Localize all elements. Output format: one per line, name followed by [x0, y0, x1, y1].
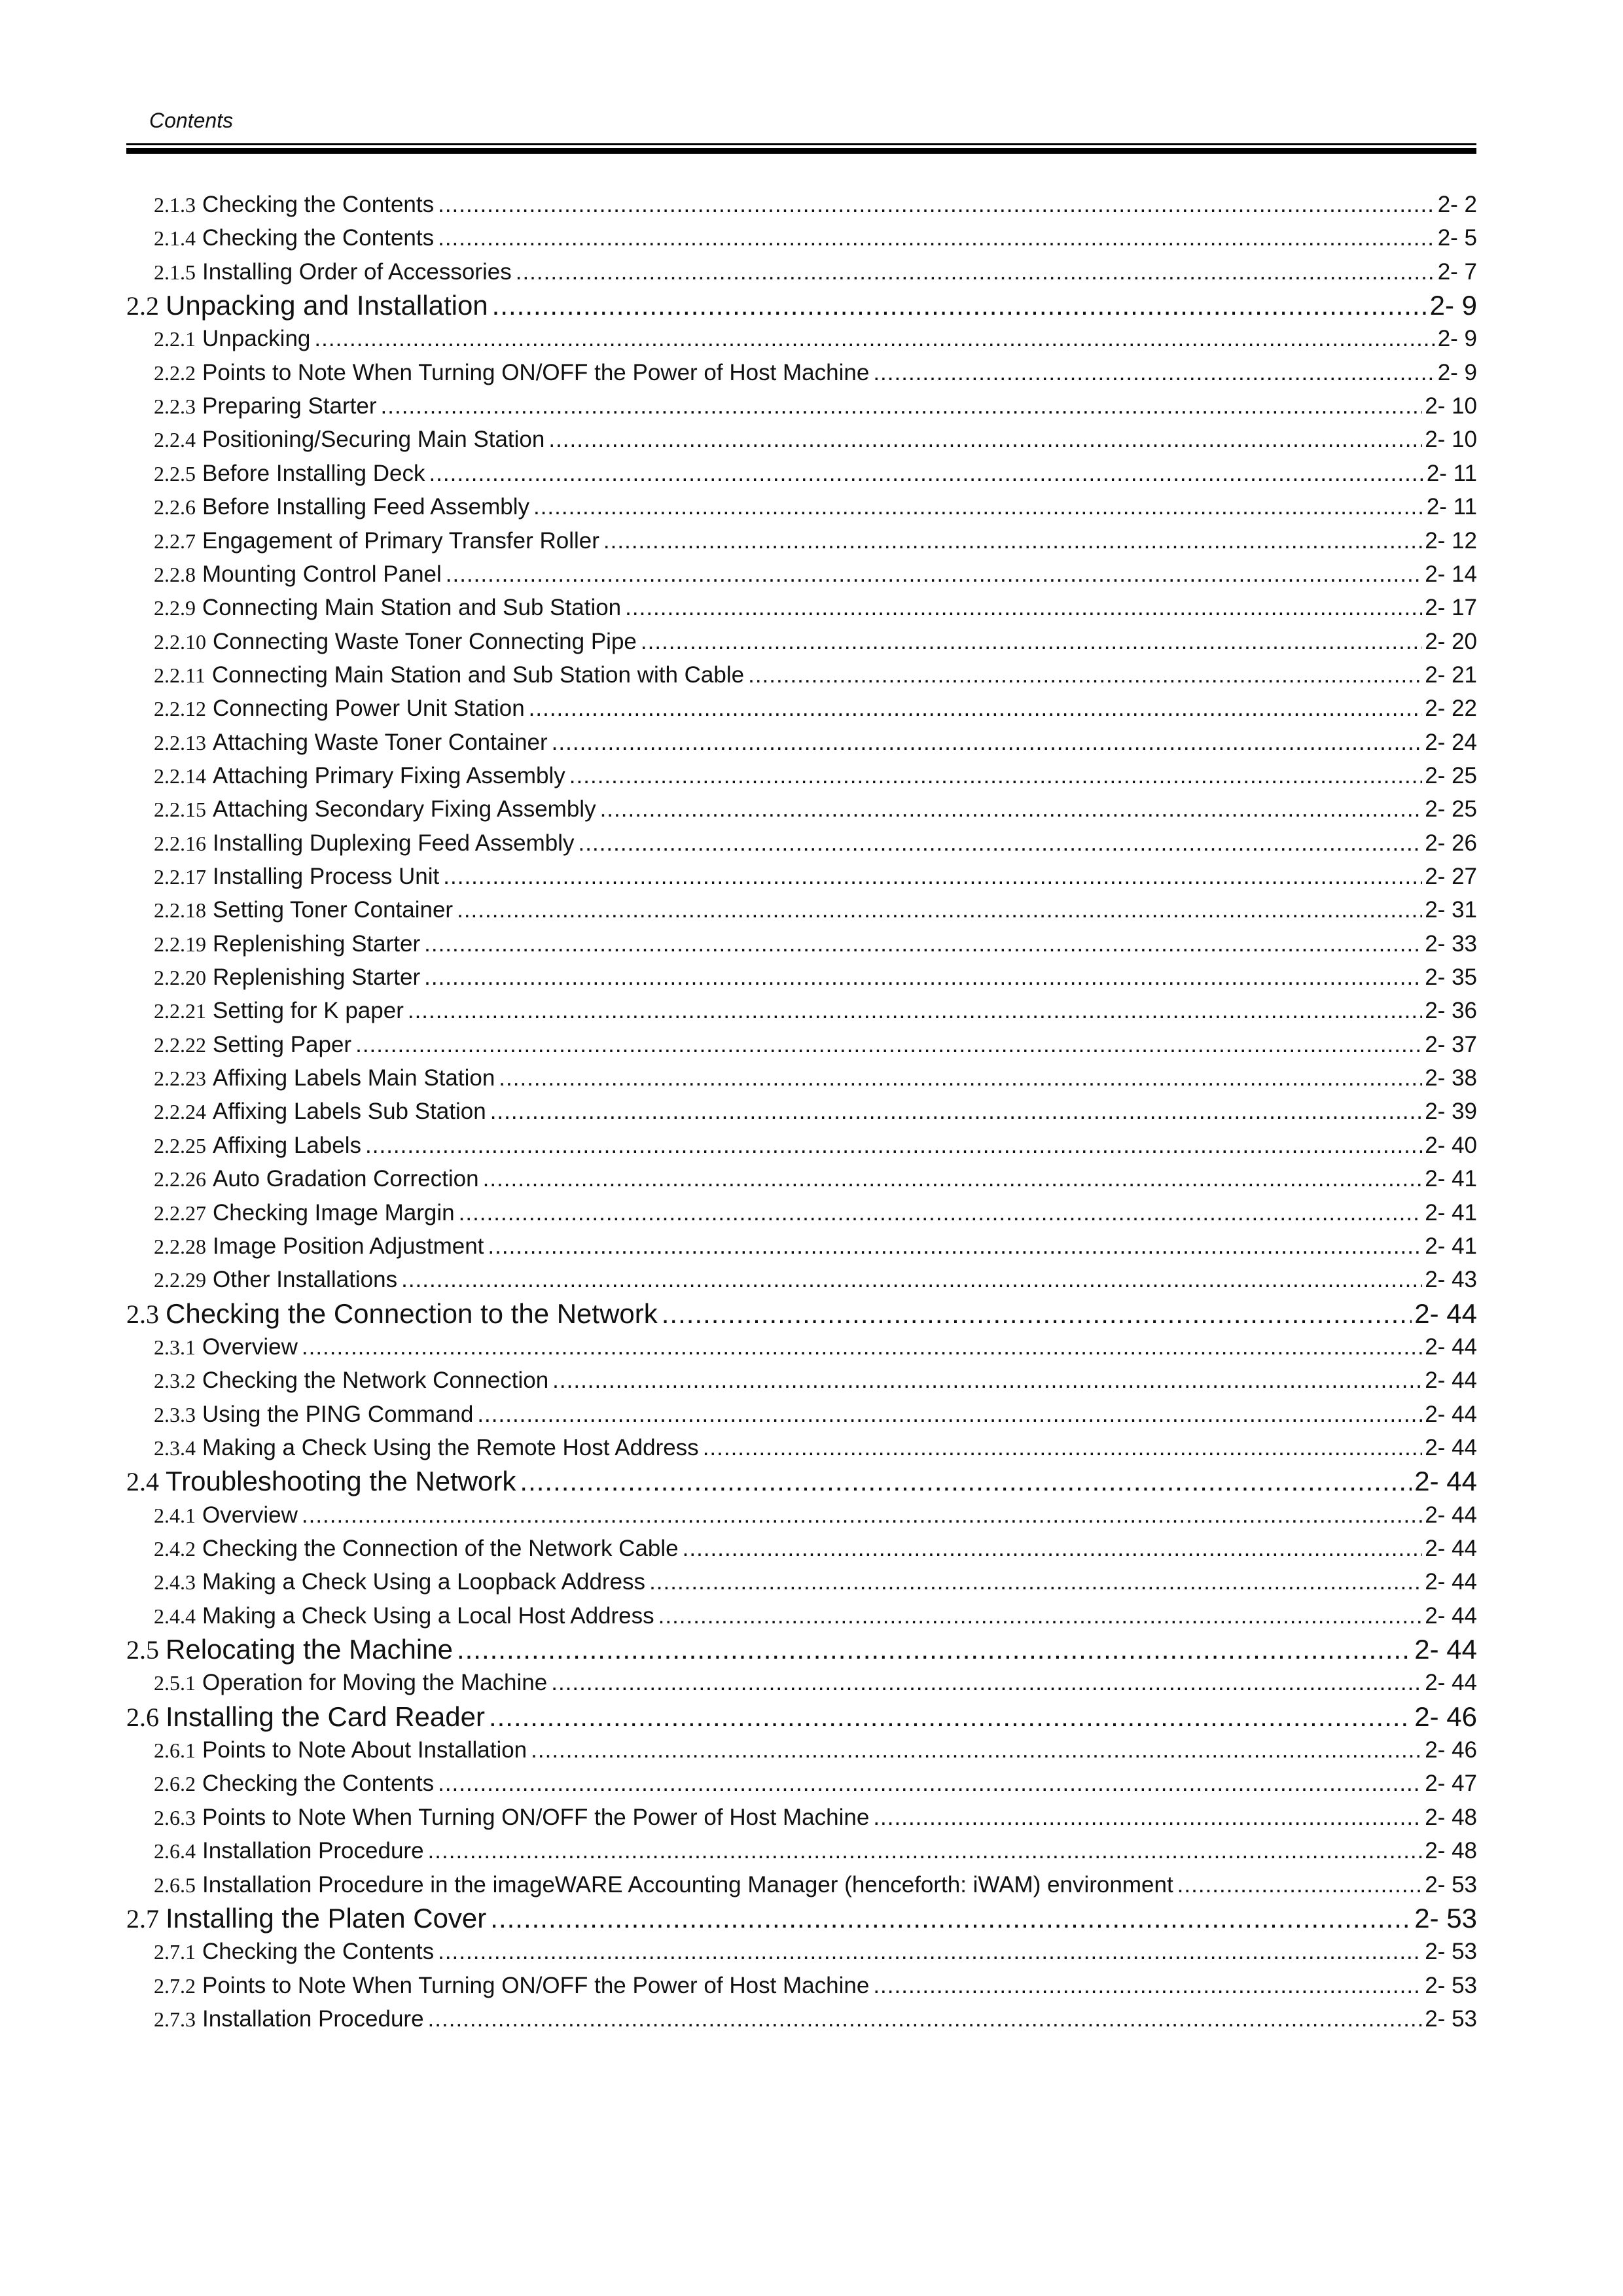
- toc-entry-number: 2.2.2: [154, 361, 196, 385]
- toc-entry-title: Installing the Card Reader: [166, 1701, 485, 1732]
- toc-entry-title: Image Position Adjustment: [213, 1233, 484, 1259]
- toc-leader-dots: [428, 1834, 1423, 1868]
- toc-leader-dots: [314, 322, 1435, 356]
- toc-entry-title: Installing Process Unit: [213, 864, 440, 889]
- toc-entry-row[interactable]: [154, 1834, 1477, 1868]
- toc-entry-number: 2.2.8: [154, 562, 196, 586]
- toc-entry-number: 2.2.29: [154, 1268, 206, 1292]
- toc-leader-dots: [490, 1095, 1423, 1129]
- toc-entry-number: 2.2.20: [154, 966, 206, 990]
- toc-entry-title: Relocating the Machine: [166, 1634, 453, 1665]
- toc-entry-page: 2- 12: [1425, 527, 1477, 554]
- toc-leader-dots: [551, 1666, 1422, 1700]
- toc-entry-title: Engagement of Primary Transfer Roller: [202, 527, 599, 554]
- toc-leader-dots: [662, 1296, 1412, 1332]
- toc-entry-page: 2- 31: [1425, 897, 1477, 923]
- toc-entry-page: 2- 24: [1425, 729, 1477, 755]
- toc-leader-dots: [438, 221, 1435, 255]
- toc-leader-dots: [381, 389, 1423, 423]
- toc-entry-number: 2.7.2: [154, 1973, 196, 1998]
- toc-leader-dots: [459, 1196, 1423, 1230]
- toc-entry-title: Making a Check Using a Loopback Address: [202, 1569, 646, 1595]
- toc-entry-number: 2.2.15: [154, 798, 206, 822]
- toc-entry-title: Points to Note When Turning ON/OFF the Power of Host Machine: [202, 1972, 870, 1998]
- toc-entry-page: 2- 53: [1425, 1972, 1477, 1998]
- toc-entry-page: 2- 44: [1425, 1569, 1477, 1595]
- toc-leader-dots: [483, 1162, 1423, 1196]
- toc-entry-page: 2- 7: [1437, 258, 1477, 285]
- toc-entry-title: Connecting Main Station and Sub Station: [202, 595, 622, 621]
- toc-entry-number: 2.3: [126, 1299, 159, 1329]
- toc-entry-title: Troubleshooting the Network: [166, 1466, 516, 1497]
- toc-entry-row[interactable]: [154, 1196, 1477, 1230]
- toc-entry-row[interactable]: [154, 759, 1477, 793]
- toc-entry-row[interactable]: [154, 1162, 1477, 1196]
- toc-entry-page: 2- 44: [1414, 1634, 1477, 1665]
- toc-leader-dots: [569, 759, 1422, 793]
- toc-entry-title: Checking the Network Connection: [202, 1368, 549, 1394]
- toc-leader-dots: [424, 927, 1422, 961]
- toc-leader-dots: [443, 860, 1422, 894]
- toc-entry-title: Setting Toner Container: [213, 897, 454, 923]
- toc-entry-row[interactable]: [154, 692, 1477, 726]
- toc-entry-page: 2- 43: [1425, 1267, 1477, 1293]
- toc-entry-number: 2.6.1: [154, 1739, 196, 1763]
- toc-entry-page: 2- 53: [1425, 2005, 1477, 2032]
- toc-entry-title: Connecting Main Station and Sub Station with Cable: [211, 662, 745, 688]
- toc-entry-title: Points to Note About Installation: [202, 1737, 527, 1763]
- toc-entry-number: 2.5: [126, 1635, 159, 1665]
- toc-entry-number: 2.2.7: [154, 529, 196, 553]
- toc-entry-title: Installing Duplexing Feed Assembly: [213, 830, 575, 856]
- toc-entry-row[interactable]: [154, 860, 1477, 894]
- toc-entry-title: Replenishing Starter: [213, 930, 421, 957]
- toc-entry-title: Points to Note When Turning ON/OFF the Power of Host Machine: [202, 359, 870, 385]
- toc-leader-dots: [548, 423, 1422, 457]
- toc-entry-page: 2- 11: [1426, 460, 1477, 486]
- toc-entry-title: Affixing Labels: [213, 1132, 362, 1158]
- toc-leader-dots: [438, 1935, 1422, 1969]
- toc-entry-title: Positioning/Securing Main Station: [202, 427, 545, 453]
- toc-entry-number: 2.1.5: [154, 260, 196, 284]
- toc-entry-title: Setting Paper: [213, 1031, 352, 1057]
- toc-entry-number: 2.2.17: [154, 865, 206, 889]
- toc-entry-page: 2- 44: [1425, 1368, 1477, 1394]
- toc-entry-page: 2- 44: [1425, 1333, 1477, 1360]
- toc-entry-title: Using the PING Command: [202, 1401, 474, 1427]
- toc-entry-row[interactable]: [154, 994, 1477, 1028]
- toc-entry-title: Installation Procedure in the imageWARE Accounting Manager (henceforth: iWAM) environment: [202, 1871, 1173, 1898]
- toc-leader-dots: [703, 1431, 1423, 1465]
- toc-entry-row[interactable]: [154, 1364, 1477, 1398]
- toc-entry-number: 2.3.2: [154, 1369, 196, 1393]
- toc-leader-dots: [477, 1398, 1422, 1432]
- toc-leader-dots: [401, 1263, 1422, 1297]
- toc-entry-number: 2.3.3: [154, 1402, 196, 1426]
- toc-entry-page: 2- 41: [1425, 1199, 1477, 1226]
- toc-entry-page: 2- 44: [1425, 1401, 1477, 1427]
- toc-entry-row[interactable]: [154, 1498, 1477, 1532]
- toc-entry-number: 2.6.4: [154, 1839, 196, 1863]
- toc-entry-row[interactable]: [154, 2002, 1477, 2036]
- toc-entry-title: Affixing Labels Sub Station: [213, 1099, 486, 1125]
- toc-entry-page: 2- 27: [1425, 864, 1477, 889]
- toc-entry-title: Checking the Connection to the Network: [166, 1298, 658, 1329]
- toc-leader-dots: [490, 1900, 1412, 1937]
- toc-entry-number: 2.5.1: [154, 1671, 196, 1695]
- toc-entry-page: 2- 44: [1414, 1298, 1477, 1329]
- toc-entry-number: 2.2.18: [154, 898, 206, 923]
- toc-entry-number: 2.2.19: [154, 932, 206, 956]
- toc-leader-dots: [600, 792, 1423, 826]
- toc-entry-number: 2.4: [126, 1467, 159, 1497]
- toc-entry-title: Attaching Secondary Fixing Assembly: [213, 796, 596, 822]
- toc-entry-page: 2- 20: [1425, 628, 1477, 654]
- toc-entry-title: Installation Procedure: [202, 2005, 424, 2032]
- toc-entry-number: 2.2.23: [154, 1067, 206, 1091]
- toc-entry-number: 2.2.10: [154, 629, 206, 654]
- toc-section-row[interactable]: [126, 287, 1477, 324]
- toc-entry-page: 2- 17: [1425, 595, 1477, 621]
- toc-entry-row[interactable]: [154, 1129, 1477, 1163]
- toc-entry-title: Installing Order of Accessories: [202, 258, 512, 285]
- toc-entry-page: 2- 48: [1425, 1804, 1477, 1830]
- toc-entry-number: 2.2.26: [154, 1167, 206, 1192]
- toc-entry-title: Connecting Waste Toner Connecting Pipe: [213, 628, 637, 654]
- toc-entry-page: 2- 41: [1425, 1166, 1477, 1192]
- toc-entry-row[interactable]: [154, 1330, 1477, 1364]
- toc-entry-title: Making a Check Using the Remote Host Address: [202, 1434, 699, 1460]
- toc-entry-number: 2.6: [126, 1702, 159, 1732]
- toc-leader-dots: [489, 1699, 1412, 1735]
- toc-entry-page: 2- 41: [1425, 1233, 1477, 1259]
- toc-entry-number: 2.2.14: [154, 764, 206, 788]
- toc-entry-row[interactable]: [154, 356, 1477, 390]
- toc-entry-title: Overview: [202, 1502, 298, 1528]
- toc-entry-row[interactable]: [154, 255, 1477, 289]
- toc-leader-dots: [302, 1498, 1422, 1532]
- toc-leader-dots: [428, 2002, 1423, 2036]
- toc-entry-page: 2- 46: [1425, 1737, 1477, 1763]
- toc-leader-dots: [446, 557, 1422, 592]
- toc-entry-row[interactable]: [154, 490, 1477, 524]
- toc-entry-page: 2- 36: [1425, 998, 1477, 1024]
- toc-leader-dots: [683, 1532, 1423, 1566]
- toc-leader-dots: [408, 994, 1422, 1028]
- toc-entry-title: Points to Note When Turning ON/OFF the Power of Host Machine: [202, 1804, 870, 1830]
- toc-entry-number: 2.1.3: [154, 193, 196, 217]
- toc-entry-page: 2- 44: [1414, 1466, 1477, 1497]
- toc-entry-number: 2.2.6: [154, 495, 196, 520]
- toc-entry-number: 2.4.4: [154, 1604, 196, 1628]
- toc-entry-page: 2- 2: [1437, 192, 1477, 217]
- toc-leader-dots: [438, 188, 1435, 222]
- toc-entry-number: 2.4.1: [154, 1503, 196, 1527]
- toc-entry-number: 2.2.21: [154, 999, 206, 1023]
- toc-entry-page: 2- 46: [1414, 1701, 1477, 1732]
- toc-entry-number: 2.2.11: [154, 663, 205, 687]
- toc-entry-number: 2.6.2: [154, 1772, 196, 1796]
- toc-entry-row[interactable]: [154, 591, 1477, 625]
- toc-entry-title: Making a Check Using a Local Host Address: [202, 1602, 654, 1629]
- toc-entry-row[interactable]: [154, 1733, 1477, 1767]
- header-rule-thin: [126, 143, 1476, 145]
- toc-entry-row[interactable]: [154, 1969, 1477, 2003]
- toc-entry-page: 2- 44: [1425, 1502, 1477, 1528]
- toc-entry-number: 2.2.16: [154, 831, 206, 855]
- toc-entry-row[interactable]: [154, 625, 1477, 659]
- toc-entry-page: 2- 5: [1437, 225, 1477, 251]
- toc-entry-row[interactable]: [154, 826, 1477, 860]
- toc-section-row[interactable]: [126, 1699, 1477, 1735]
- toc-leader-dots: [603, 524, 1422, 558]
- toc-entry-number: 2.2: [126, 291, 159, 321]
- toc-leader-dots: [438, 1767, 1422, 1801]
- toc-entry-row[interactable]: [154, 1666, 1477, 1700]
- toc-entry-number: 2.2.28: [154, 1234, 206, 1258]
- toc-leader-dots: [429, 457, 1423, 491]
- toc-entry-row[interactable]: [154, 893, 1477, 927]
- toc-entry-title: Overview: [202, 1333, 298, 1360]
- toc-entry-page: 2- 10: [1425, 427, 1477, 453]
- toc-entry-number: 2.2.27: [154, 1201, 206, 1225]
- toc-entry-row[interactable]: [154, 1028, 1477, 1062]
- toc-entry-number: 2.3.4: [154, 1436, 196, 1460]
- toc-leader-dots: [1177, 1868, 1423, 1902]
- toc-leader-dots: [873, 1801, 1422, 1835]
- toc-leader-dots: [552, 726, 1423, 760]
- toc-entry-page: 2- 44: [1425, 1670, 1477, 1696]
- toc-leader-dots: [641, 625, 1422, 659]
- toc-entry-row[interactable]: [154, 423, 1477, 457]
- toc-entry-title: Replenishing Starter: [213, 964, 421, 991]
- toc-entry-page: 2- 33: [1425, 930, 1477, 957]
- toc-entry-title: Checking Image Margin: [213, 1199, 455, 1226]
- toc-entry-number: 2.3.1: [154, 1335, 196, 1359]
- toc-section-row[interactable]: [126, 1631, 1477, 1668]
- toc-entry-row[interactable]: [154, 389, 1477, 423]
- toc-leader-dots: [552, 1364, 1422, 1398]
- toc-entry-number: 2.7: [126, 1903, 159, 1934]
- toc-leader-dots: [873, 1969, 1422, 2003]
- toc-entry-page: 2- 47: [1425, 1771, 1477, 1797]
- toc-leader-dots: [625, 591, 1422, 625]
- toc-entry-title: Attaching Primary Fixing Assembly: [213, 762, 565, 788]
- toc-section-row[interactable]: [126, 1463, 1477, 1500]
- toc-entry-title: Auto Gradation Correction: [213, 1166, 479, 1192]
- toc-entry-number: 2.7.3: [154, 2007, 196, 2031]
- toc-entry-number: 2.2.25: [154, 1133, 206, 1157]
- toc-section-row[interactable]: [126, 1900, 1477, 1937]
- toc-entry-title: Connecting Power Unit Station: [213, 696, 525, 722]
- toc-entry-page: 2- 22: [1425, 696, 1477, 722]
- toc-entry-row[interactable]: [154, 1599, 1477, 1633]
- running-header: Contents: [149, 109, 234, 132]
- toc-leader-dots: [748, 658, 1422, 692]
- toc-entry-number: 2.2.3: [154, 395, 196, 419]
- toc-leader-dots: [499, 1061, 1422, 1095]
- toc-entry-number: 2.2.5: [154, 461, 196, 486]
- toc-entry-title: Installation Procedure: [202, 1838, 424, 1864]
- toc-entry-number: 2.2.22: [154, 1033, 206, 1057]
- toc-entry-title: Checking the Connection of the Network Cable: [202, 1536, 679, 1561]
- toc-entry-title: Mounting Control Panel: [202, 561, 442, 587]
- toc-entry-row[interactable]: [154, 1767, 1477, 1801]
- toc-leader-dots: [457, 893, 1422, 927]
- toc-entry-title: Unpacking: [202, 326, 311, 352]
- toc-entry-row[interactable]: [154, 1095, 1477, 1129]
- toc-leader-dots: [492, 287, 1427, 324]
- toc-entry-number: 2.4.2: [154, 1537, 196, 1561]
- toc-entry-number: 2.4.3: [154, 1570, 196, 1595]
- toc-leader-dots: [424, 961, 1422, 995]
- toc-entry-row[interactable]: [154, 1263, 1477, 1297]
- toc-entry-row[interactable]: [154, 1398, 1477, 1432]
- toc-entry-page: 2- 53: [1425, 1939, 1477, 1965]
- toc-entry-title: Affixing Labels Main Station: [213, 1065, 495, 1091]
- toc-entry-row[interactable]: [154, 524, 1477, 558]
- toc-leader-dots: [516, 255, 1435, 289]
- toc-entry-page: 2- 44: [1425, 1602, 1477, 1629]
- toc-entry-title: Checking the Contents: [202, 225, 435, 251]
- toc-entry-row[interactable]: [154, 1565, 1477, 1599]
- toc-leader-dots: [649, 1565, 1422, 1599]
- toc-entry-page: 2- 9: [1437, 326, 1477, 352]
- toc-entry-number: 2.2.24: [154, 1100, 206, 1124]
- toc-entry-page: 2- 26: [1425, 830, 1477, 856]
- toc-entry-number: 2.2.1: [154, 327, 196, 351]
- toc-entry-number: 2.2.9: [154, 596, 196, 620]
- toc-entry-row[interactable]: [154, 1801, 1477, 1835]
- toc-entry-page: 2- 9: [1429, 290, 1477, 321]
- toc-entry-row[interactable]: [154, 726, 1477, 760]
- toc-leader-dots: [457, 1631, 1412, 1668]
- toc-leader-dots: [579, 826, 1423, 860]
- toc-entry-row[interactable]: [154, 961, 1477, 995]
- toc-entry-row[interactable]: [154, 188, 1477, 222]
- toc-entry-row[interactable]: [154, 457, 1477, 491]
- toc-leader-dots: [520, 1463, 1412, 1500]
- toc-entry-row[interactable]: [154, 1868, 1477, 1902]
- toc-leader-dots: [658, 1599, 1423, 1633]
- toc-entry-title: Checking the Contents: [202, 1939, 435, 1965]
- toc-entry-row[interactable]: [154, 1935, 1477, 1969]
- toc-entry-row[interactable]: [154, 927, 1477, 961]
- toc-entry-number: 2.2.12: [154, 697, 206, 721]
- toc-entry-title: Attaching Waste Toner Container: [213, 729, 548, 755]
- toc-entry-page: 2- 10: [1425, 393, 1477, 419]
- toc-entry-page: 2- 44: [1425, 1434, 1477, 1460]
- toc-entry-number: 2.6.3: [154, 1805, 196, 1829]
- toc-entry-page: 2- 48: [1425, 1838, 1477, 1864]
- toc-entry-title: Checking the Contents: [202, 1771, 435, 1797]
- toc-entry-number: 2.7.1: [154, 1940, 196, 1964]
- toc-entry-page: 2- 21: [1425, 662, 1477, 688]
- toc-entry-page: 2- 14: [1425, 561, 1477, 587]
- toc-entry-page: 2- 53: [1425, 1871, 1477, 1898]
- toc-entry-page: 2- 53: [1414, 1902, 1477, 1934]
- toc-entry-title: Preparing Starter: [202, 393, 377, 419]
- toc-entry-title: Before Installing Feed Assembly: [202, 494, 529, 520]
- toc-entry-title: Other Installations: [213, 1267, 398, 1293]
- toc-entry-page: 2- 44: [1425, 1536, 1477, 1561]
- toc-leader-dots: [873, 356, 1435, 390]
- toc-entry-page: 2- 38: [1425, 1065, 1477, 1091]
- toc-entry-title: Unpacking and Installation: [166, 290, 488, 321]
- toc-leader-dots: [533, 490, 1424, 524]
- toc-entry-row[interactable]: [154, 1532, 1477, 1566]
- toc-entry-title: Installing the Platen Cover: [166, 1902, 487, 1934]
- toc-entry-title: Operation for Moving the Machine: [202, 1670, 548, 1696]
- toc-entry-page: 2- 11: [1426, 494, 1477, 520]
- toc-entry-number: 2.2.4: [154, 428, 196, 452]
- toc-entry-title: Setting for K paper: [213, 998, 404, 1024]
- toc-section-row[interactable]: [126, 1296, 1477, 1332]
- toc-entry-row[interactable]: [154, 221, 1477, 255]
- toc-leader-dots: [529, 692, 1423, 726]
- toc-leader-dots: [531, 1733, 1422, 1767]
- header-rule-thick: [126, 148, 1476, 154]
- toc-entry-row[interactable]: [154, 658, 1477, 692]
- toc-entry-title: Before Installing Deck: [202, 460, 425, 486]
- toc-entry-number: 2.2.13: [154, 730, 206, 754]
- toc-leader-dots: [355, 1028, 1422, 1062]
- toc-entry-page: 2- 39: [1425, 1099, 1477, 1125]
- toc-entry-page: 2- 25: [1425, 762, 1477, 788]
- toc-entry-row[interactable]: [154, 1229, 1477, 1263]
- toc-leader-dots: [302, 1330, 1422, 1364]
- toc-entry-row[interactable]: [154, 322, 1477, 356]
- toc-entry-row[interactable]: [154, 1061, 1477, 1095]
- toc-leader-dots: [488, 1229, 1422, 1263]
- toc-entry-number: 2.1.4: [154, 226, 196, 251]
- toc-entry-title: Checking the Contents: [202, 192, 435, 217]
- toc-entry-row[interactable]: [154, 792, 1477, 826]
- toc-entry-row[interactable]: [154, 557, 1477, 592]
- toc-entry-page: 2- 37: [1425, 1031, 1477, 1057]
- toc-leader-dots: [365, 1129, 1422, 1163]
- toc-entry-number: 2.6.5: [154, 1873, 196, 1897]
- toc-entry-row[interactable]: [154, 1431, 1477, 1465]
- toc-entry-page: 2- 40: [1425, 1132, 1477, 1158]
- toc-entry-page: 2- 25: [1425, 796, 1477, 822]
- toc-entry-page: 2- 35: [1425, 964, 1477, 991]
- toc-entry-page: 2- 9: [1437, 359, 1477, 385]
